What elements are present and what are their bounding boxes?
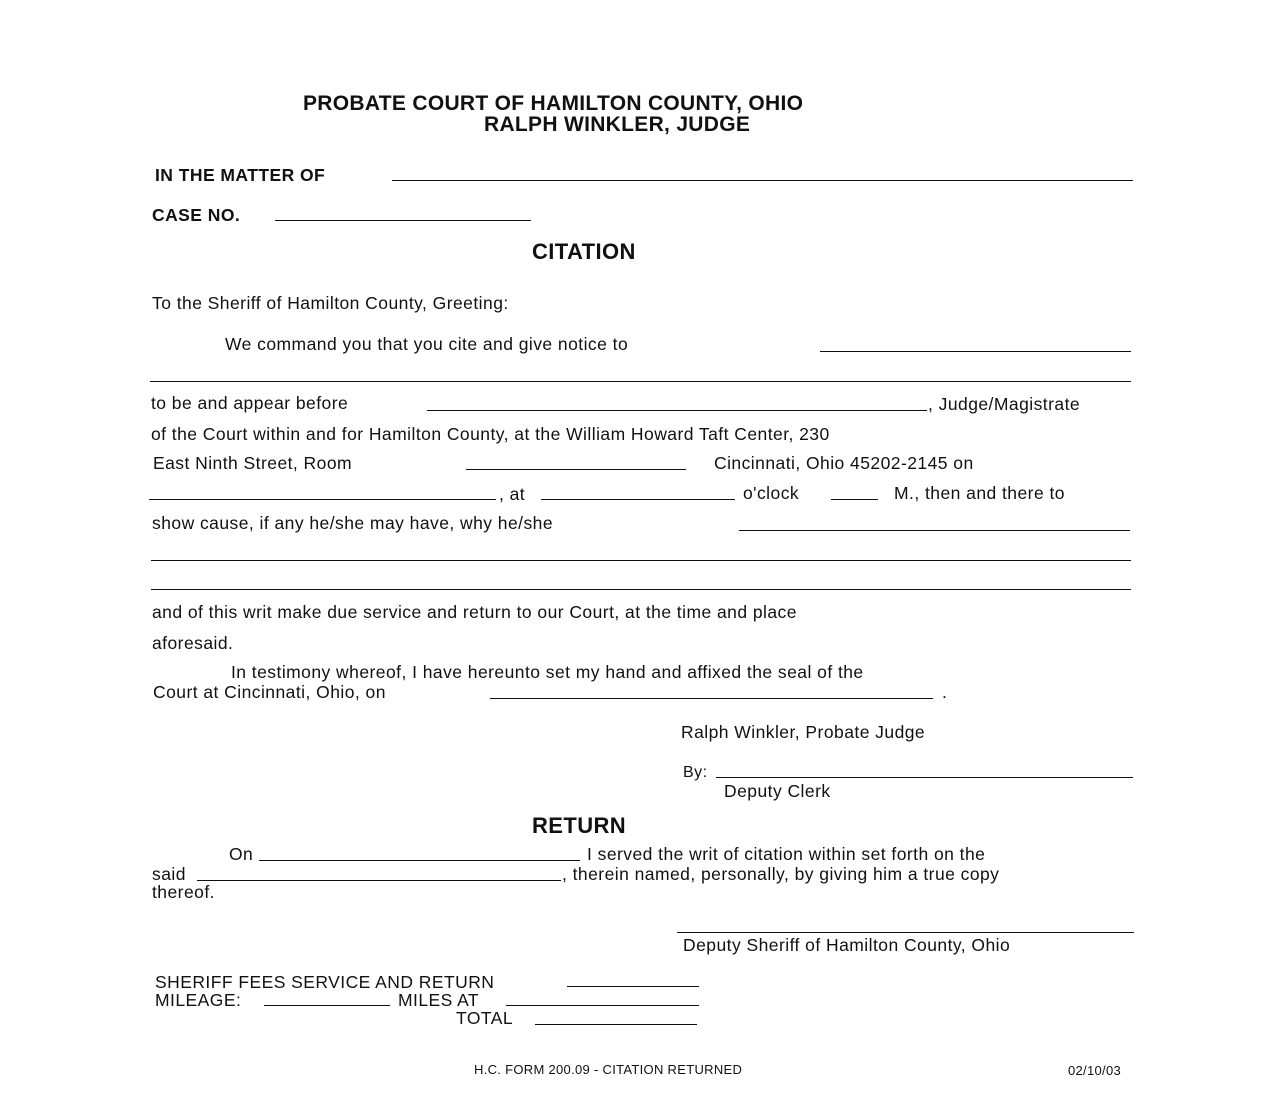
notice-recipient-field-2[interactable] <box>150 381 1131 382</box>
notice-recipient-field[interactable] <box>820 351 1131 352</box>
thereof-text: thereof. <box>152 882 215 902</box>
city-zip-text: Cincinnati, Ohio 45202-2145 on <box>714 453 974 473</box>
sheriff-fees-label: SHERIFF FEES SERVICE AND RETURN <box>155 972 495 992</box>
show-cause-field-2[interactable] <box>151 560 1131 561</box>
appear-before-text: to be and appear before <box>151 393 349 413</box>
form-id-text: H.C. FORM 200.09 - CITATION RETURNED <box>474 1062 743 1077</box>
judge-title: RALPH WINKLER, JUDGE <box>484 113 751 136</box>
time-field[interactable] <box>541 499 735 500</box>
court-location-text: of the Court within and for Hamilton County, at the William Howard Taft Center, 230 <box>151 424 830 444</box>
at-text: , at <box>499 484 526 504</box>
deputy-sheriff-signature-field[interactable] <box>677 932 1134 933</box>
total-field[interactable] <box>535 1024 697 1025</box>
case-number-field[interactable] <box>275 220 531 221</box>
command-text: We command you that you cite and give notice to <box>225 334 629 354</box>
case-number-label: CASE NO. <box>152 205 241 225</box>
court-at-text: Court at Cincinnati, Ohio, on <box>153 682 386 702</box>
then-there-text: M., then and there to <box>894 483 1065 503</box>
mileage-label: MILEAGE: <box>155 990 242 1010</box>
writ-service-text: and of this writ make due service and return to our Court, at the time and place <box>152 602 797 622</box>
miles-at-label: MILES AT <box>398 990 480 1010</box>
matter-label: IN THE MATTER OF <box>155 165 326 185</box>
show-cause-field-3[interactable] <box>151 589 1131 590</box>
aforesaid-text: aforesaid. <box>152 633 234 653</box>
service-fee-field[interactable] <box>567 986 699 987</box>
room-field[interactable] <box>466 469 686 470</box>
miles-rate-field[interactable] <box>506 1005 699 1006</box>
testimony-text: In testimony whereof, I have hereunto set my hand and affixed the seal of the <box>231 662 864 682</box>
judge-signature-text: Ralph Winkler, Probate Judge <box>681 722 926 742</box>
form-date-text: 02/10/03 <box>1068 1063 1122 1078</box>
street-room-text: East Ninth Street, Room <box>153 453 353 473</box>
by-signature-field[interactable] <box>716 777 1133 778</box>
show-cause-field[interactable] <box>739 530 1130 531</box>
oclock-text: o'clock <box>743 483 800 503</box>
testimony-date-field[interactable] <box>490 698 933 699</box>
deputy-sheriff-text: Deputy Sheriff of Hamilton County, Ohio <box>683 935 1011 955</box>
am-pm-field[interactable] <box>831 499 878 500</box>
return-on-text: On <box>229 844 254 864</box>
greeting-text: To the Sheriff of Hamilton County, Greeting: <box>152 293 509 313</box>
by-label: By: <box>683 764 708 781</box>
served-text: I served the writ of citation within set forth on the <box>587 844 986 864</box>
date-field[interactable] <box>149 499 496 500</box>
judge-magistrate-text: , Judge/Magistrate <box>928 394 1081 414</box>
period-text: . <box>942 682 948 702</box>
citation-title: CITATION <box>532 239 636 264</box>
deputy-clerk-text: Deputy Clerk <box>724 781 831 801</box>
served-person-field[interactable] <box>197 880 561 881</box>
appear-before-field[interactable] <box>427 410 927 411</box>
served-date-field[interactable] <box>259 860 580 861</box>
court-title: PROBATE COURT OF HAMILTON COUNTY, OHIO <box>303 92 804 115</box>
said-text: said <box>152 864 186 884</box>
total-label: TOTAL <box>456 1008 514 1028</box>
mileage-field[interactable] <box>264 1005 390 1006</box>
therein-named-text: , therein named, personally, by giving him a true copy <box>562 864 1000 884</box>
show-cause-text: show cause, if any he/she may have, why he/she <box>152 513 554 533</box>
matter-field[interactable] <box>392 180 1133 181</box>
return-title: RETURN <box>532 813 627 838</box>
